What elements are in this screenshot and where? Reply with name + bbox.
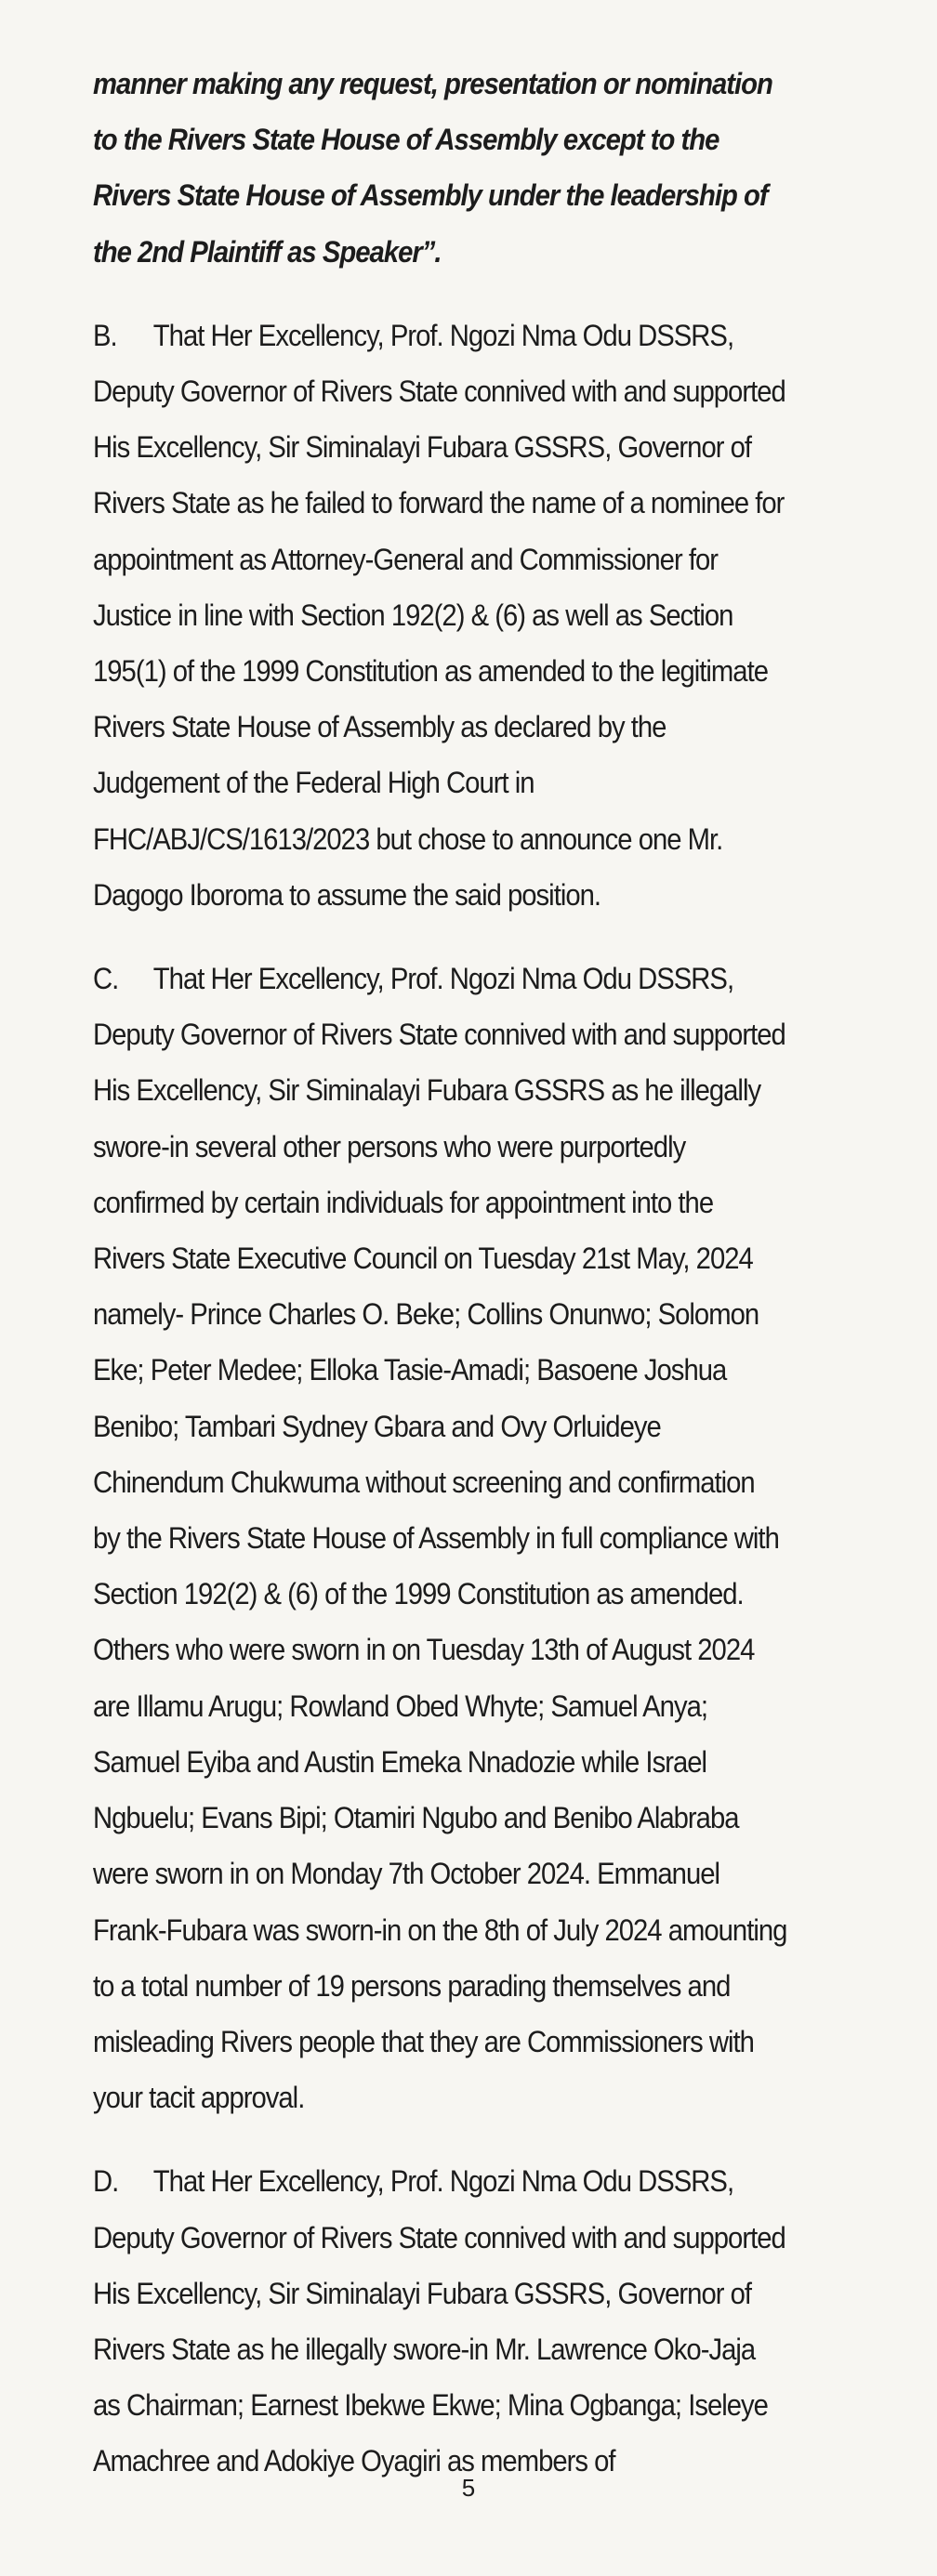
paragraph-b — [93, 308, 787, 923]
page-number: 5 — [461, 2474, 476, 2502]
paragraph-marker: D. — [93, 2164, 119, 2199]
paragraph-marker: B. — [93, 318, 117, 352]
paragraph-d — [93, 2153, 787, 2489]
paragraph-marker: C. — [93, 962, 119, 996]
paragraph-text: That Her Excellency, Prof. Ngozi Nma Odu DSSRS, Deputy Governor of Rivers State connived with and supported His Excellency, Sir Siminalayi Fubara GSSRS, Governor of Rivers State as he failed to forward the name of a nominee for appointment as Attorney-General and Commissioner for Justice in line with Section 192(2) & (6) as well as Section 195(1) of the 1999 Constitution as amended to the legitimate Rivers State House of Assembly as declared by the Judgement of the Federal High Court in FHC/ABJ/CS/1613/2023 but chose to announce one Mr. Dagogo Iboroma to assume the said position. — [93, 318, 785, 912]
document-page — [93, 56, 787, 2517]
lead-paragraph: manner making any request, presentation or nomination to the Rivers State House of Assembly except to the Rivers State House of Assembly under the leadership of the 2nd Plaintiff as Speaker”. — [93, 67, 772, 269]
paragraph-text: That Her Excellency, Prof. Ngozi Nma Odu DSSRS, Deputy Governor of Rivers State connived with and supported His Excellency, Sir Siminalayi Fubara GSSRS as he illegally swore-in several other persons who were purportedly confirmed by certain individuals for appointment into the Rivers State Executive Council on Tuesday 21st May, 2024 namely- Prince Charles O. Beke; Collins Onunwo; Solomon Eke; Peter Medee; Elloka Tasie-Amadi; Basoene Joshua Benibo; Tambari Sydney Gbara and Ovy Orluideye Chinendum Chukwuma without screening and confirmation by the Rivers State House of Assembly in full compliance with Section 192(2) & (6) of the 1999 Constitution as amended. Others who were sworn in on Tuesday 13th of August 2024 are Illamu Arugu; Rowland Obed Whyte; Samuel Anya; Samuel Eyiba and Austin Emeka Nnadozie while Israel Ngbuelu; Evans Bipi; Otamiri Ngubo and Benibo Alabraba were sworn in on Monday 7th October 2024. Emmanuel Frank-Fubara was sworn-in on the 8th of July 2024 amounting to a total number of 19 persons parading themselves and misleading Rivers people that they are Commissioners with your tacit approval. — [93, 962, 787, 2115]
paragraph-c — [93, 951, 787, 2125]
paragraph-text: That Her Excellency, Prof. Ngozi Nma Odu DSSRS, Deputy Governor of Rivers State connived with and supported His Excellency, Sir Siminalayi Fubara GSSRS, Governor of Rivers State as he illegally swore-in Mr. Lawrence Oko-Jaja as Chairman; Earnest Ibekwe Ekwe; Mina Ogbanga; Iseleye Amachree and Adokiye Oyagiri as members of — [93, 2164, 785, 2478]
